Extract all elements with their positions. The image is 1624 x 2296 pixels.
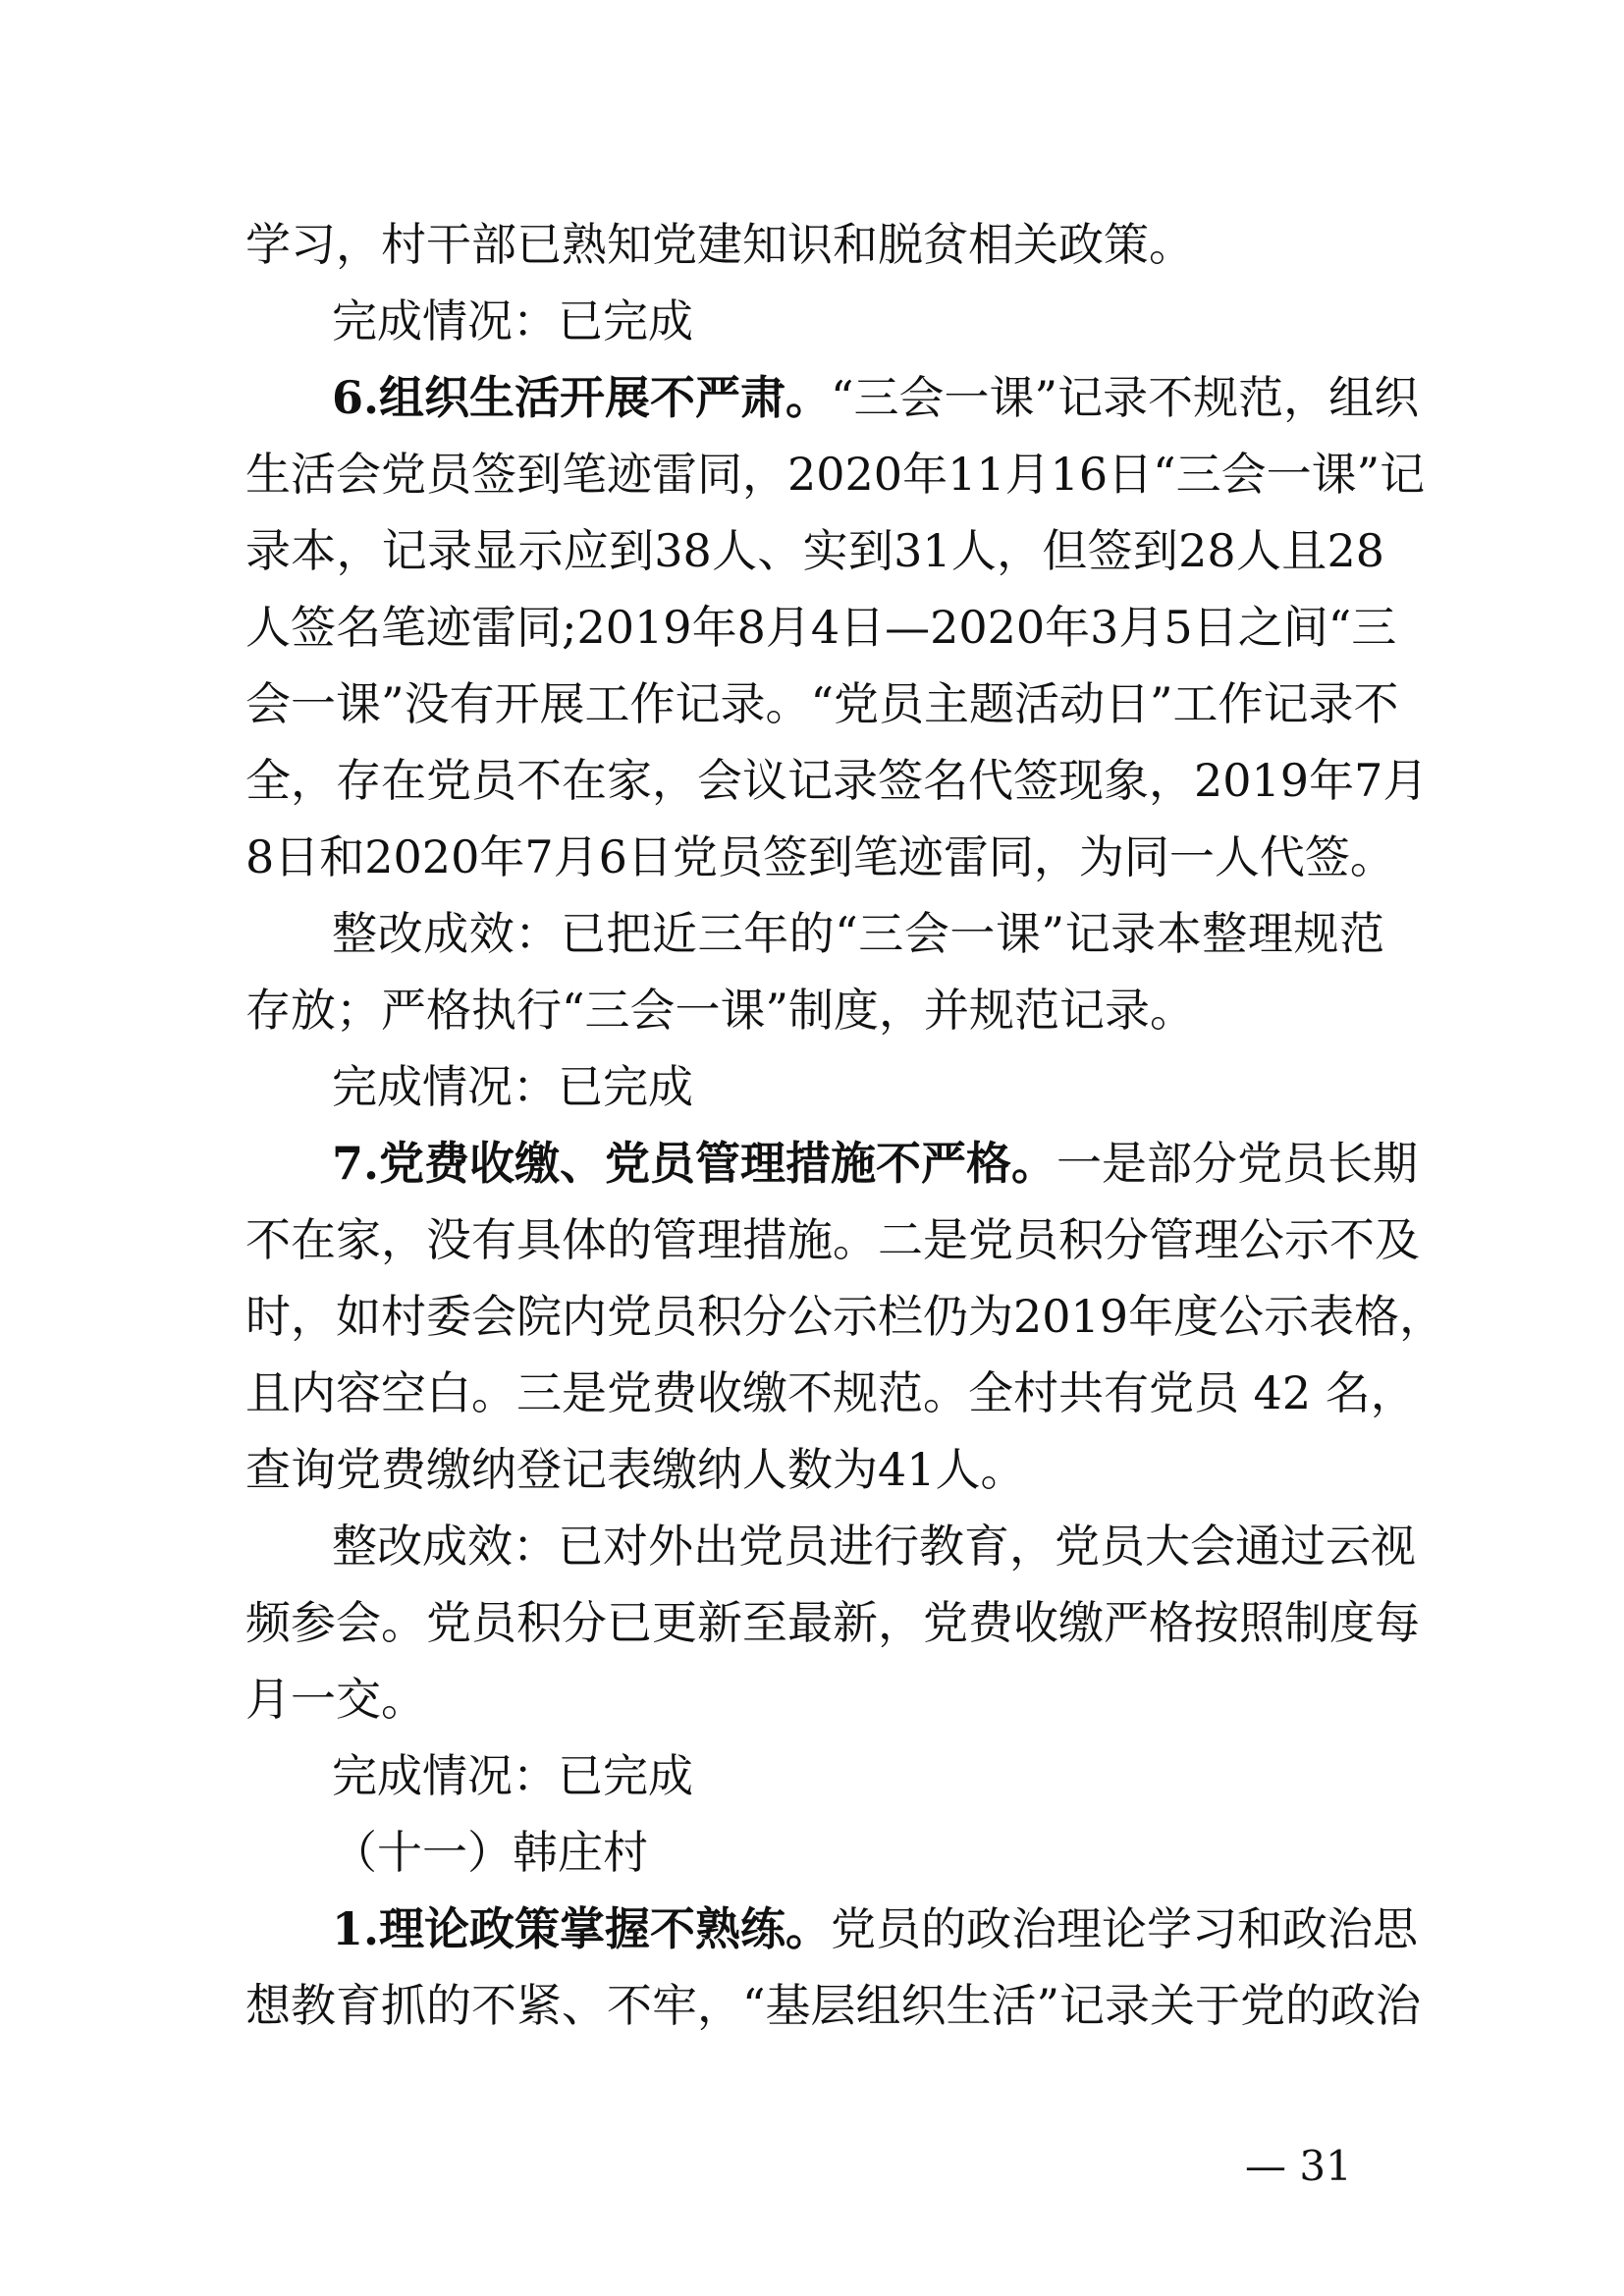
paragraph-line: 存放；严格执行“三会一课”制度，并规范记录。 <box>245 984 1196 1037</box>
paragraph-line: 查询党费缴纳登记表缴纳人数为41人。 <box>245 1443 1026 1496</box>
paragraph-line <box>332 1134 1419 1193</box>
paragraph-line: 学习，村干部已熟知党建知识和脱贫相关政策。 <box>245 218 1194 271</box>
paragraph-line: 全，存在党员不在家，会议记录签名代签现象，2019年7月 <box>245 754 1429 807</box>
paragraph-line: 且内容空白。三是党费收缴不规范。全村共有党员 42 名， <box>245 1366 1416 1419</box>
paragraph-text: 党员的政治理论学习和政治思 <box>831 1902 1419 1955</box>
paragraph-text: 一是部分党员长期 <box>1056 1137 1419 1190</box>
paragraph-line: 8日和2020年7月6日党员签到笔迹雷同，为同一人代签。 <box>245 830 1395 883</box>
paragraph-line: 人签名笔迹雷同;2019年8月4日—2020年3月5日之间“三 <box>245 601 1397 654</box>
paragraph-line <box>332 1899 1419 1958</box>
paragraph-line: 不在家，没有具体的管理措施。二是党员积分管理公示不及 <box>245 1213 1420 1266</box>
completion-status: 完成情况：已完成 <box>332 1749 693 1802</box>
item-heading: 1.理论政策掌握不熟练。 <box>332 1902 832 1955</box>
section-heading: （十一）韩庄村 <box>332 1826 648 1879</box>
paragraph-line: 会一课”没有开展工作记录。“党员主题活动日”工作记录不 <box>245 677 1399 730</box>
completion-status: 完成情况：已完成 <box>332 1060 693 1113</box>
page-number: — 31 <box>1245 2142 1352 2190</box>
paragraph-line: 生活会党员签到笔迹雷同，2020年11月16日“三会一课”记 <box>245 448 1426 501</box>
paragraph-line <box>332 368 1420 427</box>
rectification-result: 整改成效：已把近三年的“三会一课”记录本整理规范 <box>332 907 1384 960</box>
item-heading: 6.组织生活开展不严肃。 <box>332 371 832 424</box>
paragraph-line: 月一交。 <box>245 1673 426 1726</box>
rectification-result: 整改成效：已对外出党员进行教育，党员大会通过云视 <box>332 1520 1416 1573</box>
paragraph-line: 想教育抓的不紧、不牢，“基层组织生活”记录关于党的政治 <box>245 1979 1422 2032</box>
paragraph-text: “三会一课”记录不规范，组织 <box>831 371 1420 424</box>
paragraph-line: 录本，记录显示应到38人、实到31人，但签到28人且28 <box>245 524 1384 577</box>
paragraph-line: 时，如村委会院内党员积分公示栏仍为2019年度公示表格， <box>245 1290 1445 1343</box>
paragraph-line: 频参会。党员积分已更新至最新，党费收缴严格按照制度每 <box>245 1596 1420 1649</box>
item-heading: 7.党费收缴、党员管理措施不严格。 <box>332 1137 1057 1190</box>
completion-status: 完成情况：已完成 <box>332 294 693 347</box>
